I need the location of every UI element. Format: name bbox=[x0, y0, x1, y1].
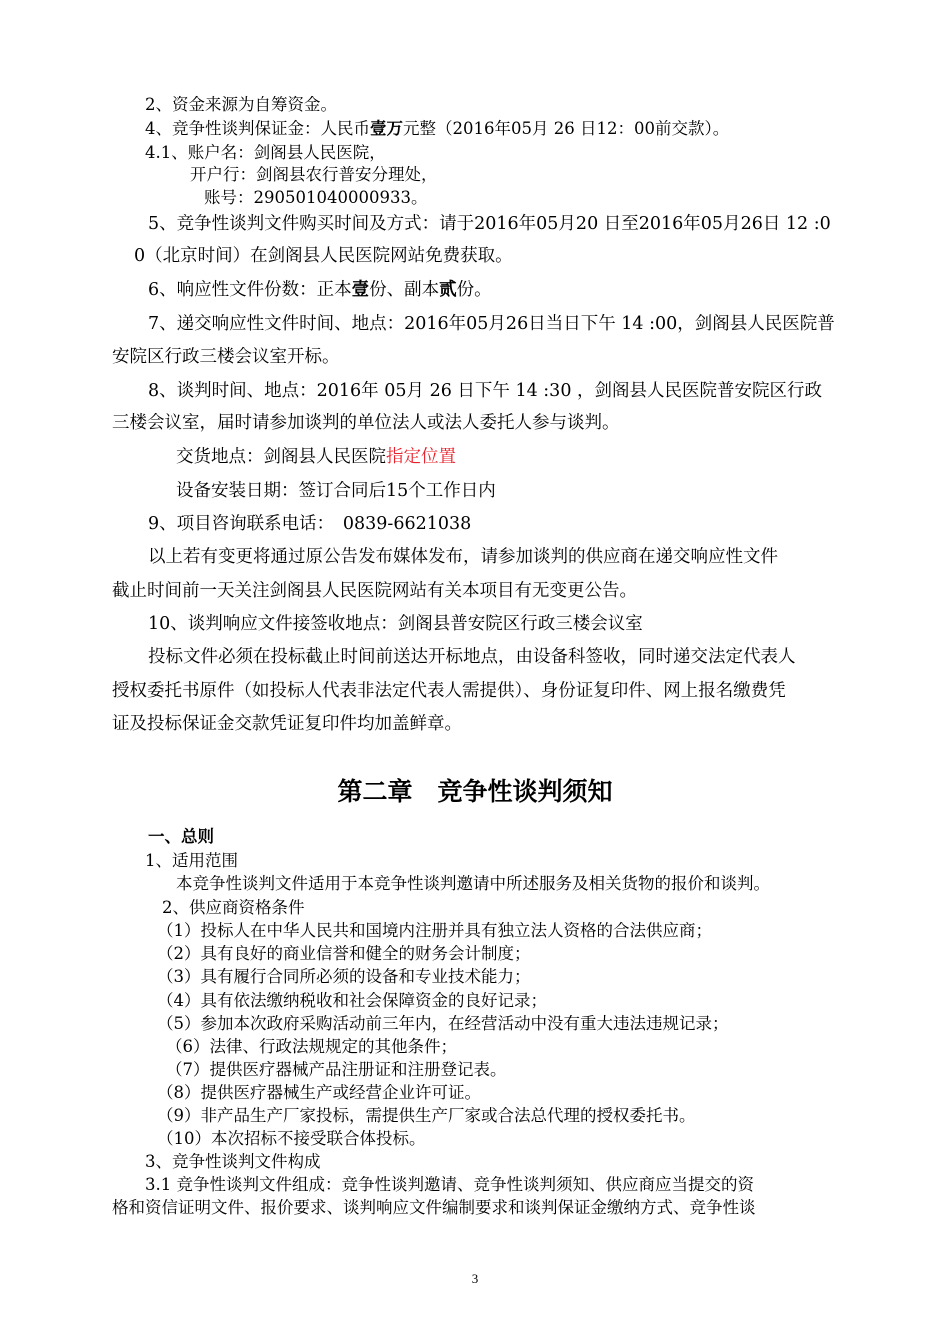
line-submission-time: 7、递交响应性文件时间、地点：2016年05月26日当日下午 14 :00，剑阁县人民医院普 bbox=[148, 314, 835, 334]
scope-text: 本竞争性谈判文件适用于本竞争性谈判邀请中所述服务及相关货物的报价和谈判。 bbox=[176, 874, 770, 893]
line-purchase-time: 5、竞争性谈判文件购买时间及方式：请于2016年05月20 日至2016年05月26日 12 :0 bbox=[148, 214, 831, 234]
list-item: （5）参加本次政府采购活动前三年内，在经营活动中没有重大违法违规记录； bbox=[157, 1014, 729, 1033]
subheading-scope: 1、适用范围 bbox=[145, 851, 238, 870]
composition-text: 3.1 竞争性谈判文件组成：竞争性谈判邀请、竞争性谈判须知、供应商应当提交的资 bbox=[145, 1175, 754, 1194]
line-negotiation-place: 三楼会议室，届时请参加谈判的单位法人或法人委托人参与谈判。 bbox=[112, 413, 620, 433]
line-bid-docs: 投标文件必须在投标截止时间前送达开标地点，由设备科签收，同时递交法定代表人 bbox=[148, 647, 796, 667]
composition-text-cont: 格和资信证明文件、报价要求、谈判响应文件编制要求和谈判保证金缴纳方式、竞争性谈 bbox=[112, 1198, 756, 1217]
line-bid-docs-cont1: 授权委托书原件（如投标人代表非法定代表人需提供）、身份证复印件、网上报名缴费凭 bbox=[112, 681, 786, 701]
list-item: （7）提供医疗器械产品注册证和注册登记表。 bbox=[166, 1060, 507, 1079]
line-purchase-time-cont: 0（北京时间）在剑阁县人民医院网站免费获取。 bbox=[134, 246, 513, 266]
line-bank: 开户行：剑阁县农行普安分理处， bbox=[190, 165, 438, 184]
line-deposit: 4、竞争性谈判保证金：人民币壹万元整（2016年05月 26 日12：00前交款）。 bbox=[145, 119, 730, 138]
subheading-qualifications: 2、供应商资格条件 bbox=[162, 898, 305, 917]
list-item: （2）具有良好的商业信誉和健全的财务会计制度； bbox=[157, 944, 531, 963]
line-receipt-place: 10、谈判响应文件接签收地点：剑阁县普安院区行政三楼会议室 bbox=[148, 614, 643, 634]
line-install-date: 设备安装日期：签订合同后15个工作日内 bbox=[176, 481, 496, 501]
list-item: （4）具有依法缴纳税收和社会保障资金的良好记录； bbox=[157, 991, 547, 1010]
line-change-notice-cont: 截止时间前一天关注剑阁县人民医院网站有关本项目有无变更公告。 bbox=[112, 581, 637, 601]
list-item: （9）非产品生产厂家投标，需提供生产厂家或合法总代理的授权委托书。 bbox=[157, 1106, 696, 1125]
line-bid-docs-cont2: 证及投标保证金交款凭证复印件均加盖鲜章。 bbox=[112, 714, 462, 734]
subheading-composition: 3、竞争性谈判文件构成 bbox=[145, 1152, 321, 1171]
line-change-notice: 以上若有变更将通过原公告发布媒体发布，请参加谈判的供应商在递交响应性文件 bbox=[148, 547, 778, 567]
list-item: （1）投标人在中华人民共和国境内注册并具有独立法人资格的合法供应商； bbox=[157, 921, 712, 940]
line-negotiation-time: 8、谈判时间、地点：2016年 05月 26 日下午 14 :30 ，剑阁县人民医院普安院区行政 bbox=[148, 381, 823, 401]
line-copies: 6、响应性文件份数：正本壹份、副本贰份。 bbox=[148, 280, 492, 300]
list-item: （8）提供医疗器械生产或经营企业许可证。 bbox=[157, 1083, 481, 1102]
list-item: （6）法律、行政法规规定的其他条件； bbox=[166, 1037, 457, 1056]
line-account-number: 账号：290501040000933。 bbox=[204, 188, 428, 207]
chapter-title: 第二章 竞争性谈判须知 bbox=[337, 777, 613, 806]
line-account-name: 4.1、账户名：剑阁县人民医院， bbox=[145, 143, 386, 162]
list-item: （10）本次招标不接受联合体投标。 bbox=[157, 1129, 426, 1148]
section-heading-general: 一、总则 bbox=[148, 827, 214, 846]
line-contact-phone: 9、项目咨询联系电话： 0839-6621038 bbox=[148, 514, 472, 534]
line-submission-place: 安院区行政三楼会议室开标。 bbox=[112, 347, 340, 367]
line-delivery-place: 交货地点：剑阁县人民医院指定位置 bbox=[176, 447, 456, 467]
list-item: （3）具有履行合同所必须的设备和专业技术能力； bbox=[157, 967, 531, 986]
page-number: 3 bbox=[471, 1271, 479, 1286]
line-funding-source: 2、资金来源为自筹资金。 bbox=[145, 95, 337, 114]
